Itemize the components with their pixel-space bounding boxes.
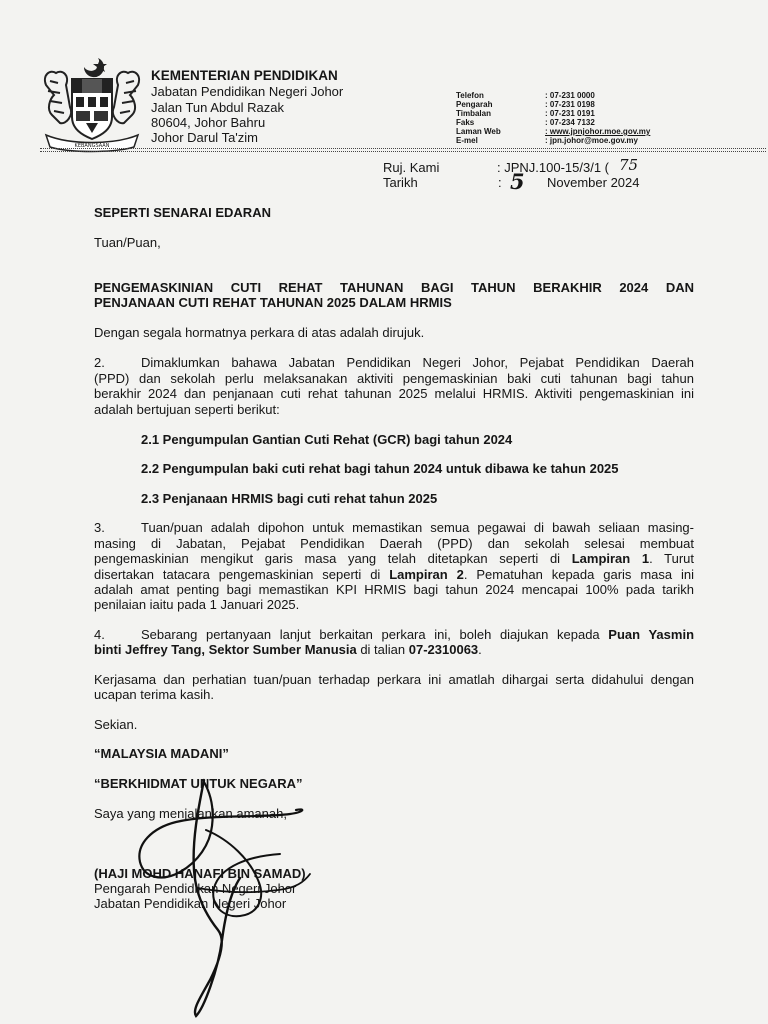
- list-item-2-1: 2.1 Pengumpulan Gantian Cuti Rehat (GCR) bagi tahun 2024: [141, 432, 513, 447]
- signatory-name: (HAJI MOHD HANAFI BIN SAMAD): [94, 866, 306, 881]
- amanah-line: Saya yang menjalankan amanah,: [94, 806, 287, 821]
- subject-line-2: PENJANAAN CUTI REHAT TAHUNAN 2025 DALAM HRMIS: [94, 295, 452, 310]
- p2-number: 2.: [94, 355, 105, 370]
- p4-line-2b: di talian: [356, 642, 409, 657]
- reference-number: : JPNJ.100-15/3/1 (: [497, 160, 609, 175]
- signatory-department: Jabatan Pendidikan Negeri Johor: [94, 896, 287, 911]
- lampiran-2-ref: Lampiran 2: [389, 567, 464, 582]
- p4-line-1: [94, 627, 694, 643]
- closing-line-1: Kerjasama dan perhatian tuan/puan terhadap perkara ini amatlah dihargai serta didahului dengan: [94, 672, 694, 687]
- contact-label-email: E-mel: [456, 136, 478, 145]
- lampiran-1-ref: Lampiran 1: [571, 551, 650, 566]
- p3-line-4: [94, 567, 694, 583]
- contact-value-faks: : 07-234 7132: [545, 118, 595, 127]
- p3-line-4c: . Pematuhan kepada garis masa ini: [463, 567, 694, 582]
- p3-line-3a: pengemaskinian mengikut garis masa yang telah ditetapkan seperti di: [94, 551, 572, 566]
- contact-person-name-1: Puan Yasmin: [608, 627, 695, 642]
- p3-line-5: adalah amat penting bagi memastikan KPI HRMIS bagi tahun 2024 mencapai 100% pada tarikh: [94, 582, 694, 597]
- date-label: Tarikh: [383, 175, 418, 190]
- p4-line-1-text: [94, 627, 694, 643]
- contact-value-telefon: : 07-231 0000: [545, 91, 595, 100]
- p2-line-2: (PPD) dan sekolah perlu melaksanakan aktiviti pengemaskinian baki cuti tahunan bagi tahun: [94, 371, 694, 386]
- p3-line-3: [94, 551, 694, 567]
- website-link[interactable]: : www.jpnjohor.moe.gov.my: [545, 127, 651, 136]
- contact-person-name-2: binti Jeffrey Tang, Sektor Sumber Manusia: [94, 642, 357, 657]
- p3-line-4a: disertakan tatacara pengemaskinian seperti di: [94, 567, 390, 582]
- p3-line-1-text: Tuan/puan adalah dipohon untuk memastikan semua pegawai di bawah seliaan masing-: [141, 520, 694, 535]
- p3-line-2: masing di Jabatan, Pejabat Pendidikan Daerah (PPD) dan sekolah selesai membuat: [94, 536, 694, 551]
- contact-label-faks: Faks: [456, 118, 475, 127]
- p3-line-3c: . Turut: [649, 551, 694, 566]
- recipient-line: SEPERTI SENARAI EDARAN: [94, 205, 271, 220]
- address-line-3: 80604, Johor Bahru: [151, 115, 266, 130]
- coat-of-arms-logo: [40, 55, 144, 155]
- intro-paragraph: Dengan segala hormatnya perkara di atas adalah dirujuk.: [94, 325, 425, 340]
- svg-text:KEBANGSAAN: KEBANGSAAN: [74, 143, 110, 149]
- slogan-malaysia-madani: “MALAYSIA MADANI”: [94, 746, 229, 761]
- contact-label-timbalan: Timbalan: [456, 109, 491, 118]
- address-line-4: Johor Darul Ta'zim: [151, 130, 259, 145]
- closing-line-2: ucapan terima kasih.: [94, 687, 214, 702]
- subject-line-1: PENGEMASKINIAN CUTI REHAT TAHUNAN BAGI TAHUN BERAKHIR 2024 DAN: [94, 280, 694, 295]
- p3-number: 3.: [94, 520, 105, 535]
- handwritten-signature: [100, 770, 380, 1020]
- sekian: Sekian.: [94, 717, 138, 732]
- date-colon: :: [498, 175, 502, 190]
- email-address[interactable]: : jpn.johor@moe.gov.my: [545, 136, 638, 145]
- contact-phone: 07-2310063: [408, 642, 479, 657]
- p4-line-2d: .: [478, 642, 482, 657]
- p2-line-4: adalah bertujuan seperti berikut:: [94, 402, 280, 417]
- p4-line-2: [94, 642, 694, 658]
- p2-line-3: berakhir 2024 dan penjanaan cuti rehat tahunan 2025 melalui HRMIS. Aktiviti pengemaskinian ini: [94, 386, 694, 401]
- reference-label: Ruj. Kami: [383, 160, 440, 175]
- contact-label-telefon: Telefon: [456, 91, 484, 100]
- slogan-berkhidmat: “BERKHIDMAT UNTUK NEGARA”: [94, 776, 303, 791]
- contact-label-web: Laman Web: [456, 127, 501, 136]
- date-month-year: November 2024: [547, 175, 640, 190]
- contact-value-pengarah: : 07-231 0198: [545, 100, 595, 109]
- p3-line-1: [94, 520, 694, 536]
- list-item-2-3: 2.3 Penjanaan HRMIS bagi cuti rehat tahun 2025: [141, 491, 438, 506]
- ministry-name: KEMENTERIAN PENDIDIKAN: [151, 68, 338, 83]
- salutation: Tuan/Puan,: [94, 235, 161, 250]
- p2-line-1: [94, 355, 694, 371]
- signatory-title: Pengarah Pendidikan Negeri Johor: [94, 881, 297, 896]
- handwritten-date-day: 5: [510, 169, 525, 194]
- header-divider-2: [40, 151, 766, 152]
- p2-line-1-text: Dimaklumkan bahawa Jabatan Pendidikan Negeri Johor, Pejabat Pendidikan Daerah: [141, 355, 694, 370]
- p4-number: 4.: [94, 627, 105, 642]
- p3-line-6: penilaian iaitu pada 1 Januari 2025.: [94, 597, 300, 612]
- contact-label-pengarah: Pengarah: [456, 100, 493, 109]
- contact-value-timbalan: : 07-231 0191: [545, 109, 595, 118]
- address-line-2: Jalan Tun Abdul Razak: [151, 100, 284, 115]
- list-item-2-2: 2.2 Pengumpulan baki cuti rehat bagi tahun 2024 untuk dibawa ke tahun 2025: [141, 461, 619, 476]
- header-divider: [40, 148, 766, 149]
- p4-line-1a: Sebarang pertanyaan lanjut berkaitan perkara ini, boleh diajukan kepada: [141, 627, 609, 642]
- handwritten-reference-number: 75: [619, 156, 639, 174]
- address-line-1: Jabatan Pendidikan Negeri Johor: [151, 84, 344, 99]
